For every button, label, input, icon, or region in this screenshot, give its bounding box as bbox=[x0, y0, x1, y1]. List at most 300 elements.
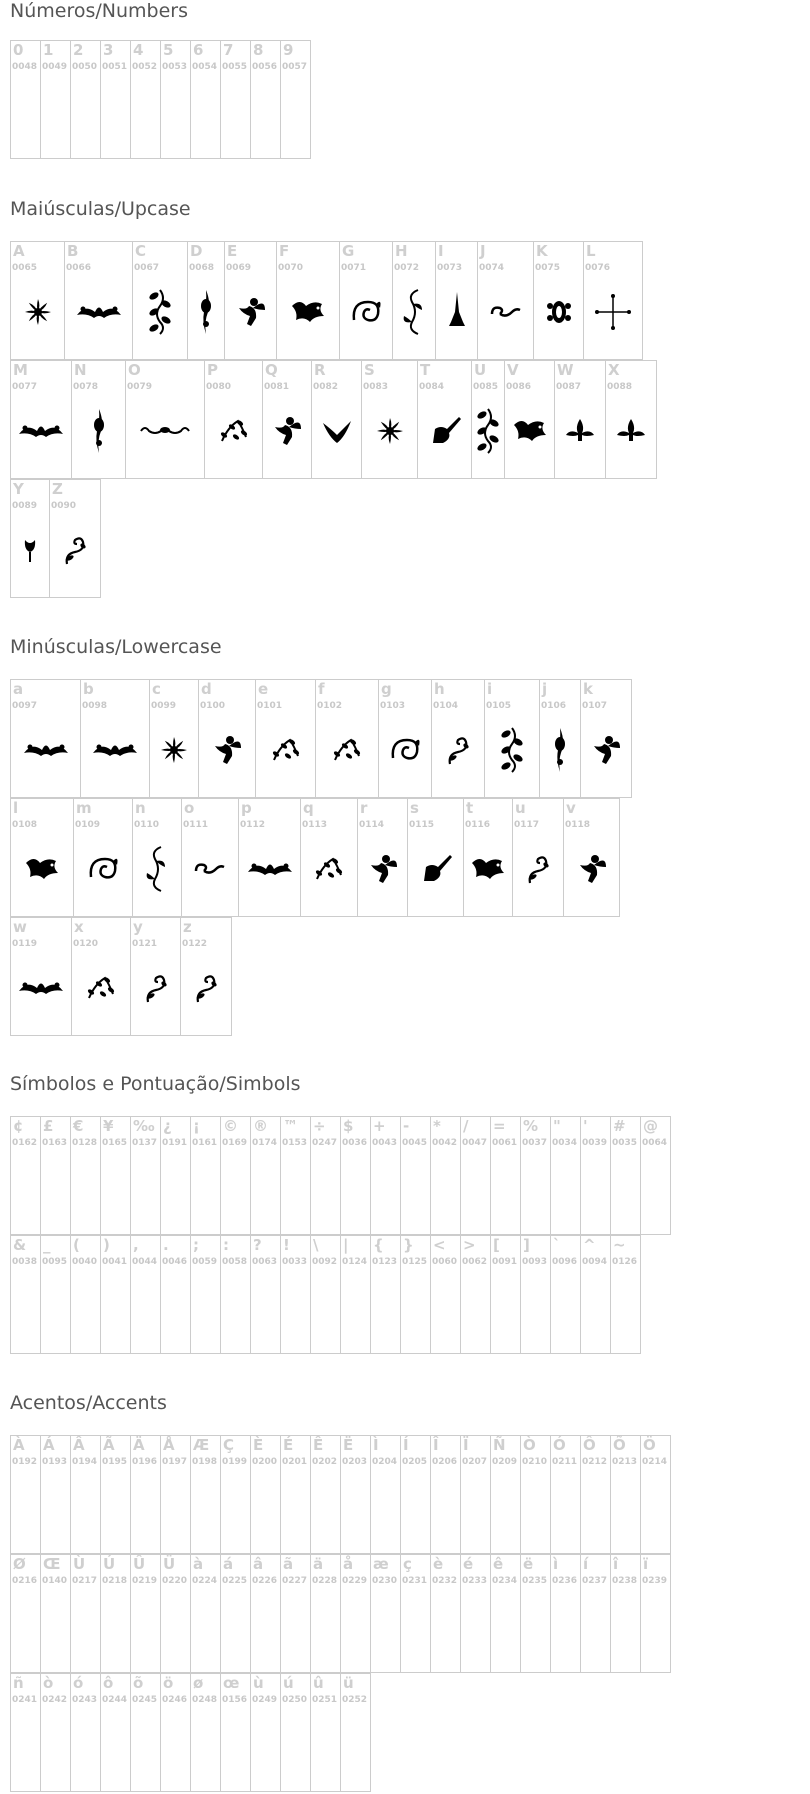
char-code: 0115 bbox=[409, 820, 435, 830]
char-row-lowercase-2 bbox=[10, 798, 620, 917]
char-label: 1 bbox=[43, 41, 54, 59]
char-cell bbox=[181, 918, 232, 1036]
char-code: 0116 bbox=[465, 820, 491, 830]
ornament-glyph-tall-vine bbox=[472, 408, 505, 454]
char-code: 0084 bbox=[419, 382, 445, 392]
char-code: 0047 bbox=[462, 1138, 488, 1148]
char-label: Â bbox=[73, 1436, 85, 1454]
char-label: @ bbox=[643, 1117, 658, 1135]
char-code: 0111 bbox=[183, 820, 209, 830]
char-cell bbox=[81, 680, 150, 798]
ornament-glyph-curl bbox=[55, 527, 95, 573]
char-cell bbox=[191, 1436, 221, 1554]
char-label: ù bbox=[253, 1674, 264, 1692]
char-code: 0244 bbox=[102, 1695, 128, 1705]
char-cell bbox=[401, 1117, 431, 1235]
char-cell bbox=[191, 41, 221, 159]
char-label: ú bbox=[283, 1674, 294, 1692]
char-cell bbox=[205, 361, 263, 479]
char-code: 0046 bbox=[162, 1257, 188, 1267]
char-cell bbox=[311, 1117, 341, 1235]
char-cell bbox=[393, 242, 436, 360]
char-label: ¡ bbox=[193, 1117, 200, 1135]
char-cell bbox=[221, 1555, 251, 1673]
char-code: 0162 bbox=[12, 1138, 38, 1148]
char-cell bbox=[431, 1436, 461, 1554]
char-label: Q bbox=[265, 361, 278, 379]
char-cell bbox=[641, 1117, 671, 1235]
char-code: 0048 bbox=[12, 62, 38, 72]
char-row-lowercase-3 bbox=[10, 917, 232, 1036]
char-cell bbox=[431, 1555, 461, 1673]
char-code: 0193 bbox=[42, 1457, 68, 1467]
char-cell bbox=[341, 1117, 371, 1235]
char-code: 0231 bbox=[402, 1576, 428, 1586]
char-code: 0064 bbox=[642, 1138, 668, 1148]
char-cell bbox=[564, 799, 620, 917]
char-cell bbox=[225, 242, 277, 360]
char-code: 0069 bbox=[226, 263, 252, 273]
char-code: 0228 bbox=[312, 1576, 338, 1586]
char-cell bbox=[362, 361, 418, 479]
section-title-symbols: Símbolos e Pontuação/Simbols bbox=[10, 1073, 301, 1095]
char-label: u bbox=[515, 799, 526, 817]
char-cell bbox=[379, 680, 432, 798]
ornament-glyph-spire bbox=[437, 289, 477, 335]
char-label: i bbox=[487, 680, 493, 698]
char-code: 0090 bbox=[51, 501, 77, 511]
char-cell bbox=[461, 1117, 491, 1235]
char-label: £ bbox=[43, 1117, 54, 1135]
char-label: A bbox=[13, 242, 25, 260]
ornament-glyph-cherub bbox=[572, 846, 612, 892]
char-cell bbox=[131, 1117, 161, 1235]
char-code: 0106 bbox=[541, 701, 567, 711]
char-code: 0230 bbox=[372, 1576, 398, 1586]
char-label: Æ bbox=[193, 1436, 210, 1454]
char-label: œ bbox=[223, 1674, 240, 1692]
char-label: [ bbox=[493, 1236, 500, 1254]
char-code: 0091 bbox=[492, 1257, 518, 1267]
char-code: 0201 bbox=[282, 1457, 308, 1467]
ornament-glyph-curl bbox=[136, 965, 176, 1011]
char-row-accents-3 bbox=[10, 1673, 371, 1792]
char-label: w bbox=[13, 918, 27, 936]
char-label: T bbox=[420, 361, 431, 379]
char-code: 0161 bbox=[192, 1138, 218, 1148]
char-label: € bbox=[73, 1117, 84, 1135]
char-cell bbox=[461, 1436, 491, 1554]
char-cell bbox=[251, 1674, 281, 1792]
ornament-glyph-cherub bbox=[586, 727, 626, 773]
char-label: ! bbox=[283, 1236, 290, 1254]
char-label: M bbox=[13, 361, 28, 379]
char-cell bbox=[491, 1436, 521, 1554]
char-code: 0103 bbox=[380, 701, 406, 711]
char-cell bbox=[251, 41, 281, 159]
char-code: 0062 bbox=[462, 1257, 488, 1267]
char-code: 0066 bbox=[66, 263, 92, 273]
char-cell bbox=[551, 1117, 581, 1235]
char-code: 0174 bbox=[252, 1138, 278, 1148]
ornament-glyph-fleur bbox=[560, 408, 600, 454]
char-row-upcase-1 bbox=[10, 241, 643, 360]
char-code: 0239 bbox=[642, 1576, 668, 1586]
char-label: v bbox=[566, 799, 576, 817]
char-cell bbox=[431, 1236, 461, 1354]
char-label: © bbox=[223, 1117, 238, 1135]
char-cell bbox=[611, 1436, 641, 1554]
char-label: q bbox=[303, 799, 314, 817]
char-code: 0049 bbox=[42, 62, 68, 72]
char-code: 0057 bbox=[282, 62, 308, 72]
char-label: \ bbox=[313, 1236, 319, 1254]
char-label: ø bbox=[193, 1674, 204, 1692]
char-label: ‰ bbox=[133, 1117, 155, 1135]
char-label: ï bbox=[643, 1555, 649, 1573]
ornament-glyph-tulip bbox=[11, 527, 50, 573]
char-code: 0211 bbox=[552, 1457, 578, 1467]
char-label: D bbox=[190, 242, 203, 260]
char-label: Ø bbox=[13, 1555, 26, 1573]
char-label: ¥ bbox=[103, 1117, 114, 1135]
char-label: Œ bbox=[43, 1555, 61, 1573]
char-cell bbox=[11, 41, 41, 159]
ornament-glyph-tall-thin bbox=[540, 727, 580, 773]
char-code: 0055 bbox=[222, 62, 248, 72]
char-code: 0235 bbox=[522, 1576, 548, 1586]
char-cell bbox=[311, 1436, 341, 1554]
char-code: 0075 bbox=[535, 263, 561, 273]
section-title-numbers: Números/Numbers bbox=[10, 0, 188, 22]
char-code: 0082 bbox=[313, 382, 339, 392]
char-label: Ë bbox=[343, 1436, 354, 1454]
char-label: ÷ bbox=[313, 1117, 326, 1135]
char-code: 0247 bbox=[312, 1138, 338, 1148]
char-code: 0076 bbox=[585, 263, 611, 273]
char-code: 0109 bbox=[75, 820, 101, 830]
char-cell bbox=[221, 41, 251, 159]
char-code: 0128 bbox=[72, 1138, 98, 1148]
char-cell bbox=[341, 1674, 371, 1792]
char-label: f bbox=[318, 680, 325, 698]
char-cell bbox=[521, 1236, 551, 1354]
char-cell bbox=[263, 361, 312, 479]
char-cell bbox=[101, 1674, 131, 1792]
char-code: 0065 bbox=[12, 263, 38, 273]
char-code: 0104 bbox=[433, 701, 459, 711]
char-code: 0088 bbox=[607, 382, 633, 392]
char-label: ê bbox=[493, 1555, 504, 1573]
char-code: 0073 bbox=[437, 263, 463, 273]
char-code: 0119 bbox=[12, 939, 38, 949]
char-cell bbox=[371, 1117, 401, 1235]
char-cell bbox=[11, 680, 81, 798]
char-code: 0198 bbox=[192, 1457, 218, 1467]
char-label: ? bbox=[253, 1236, 262, 1254]
char-code: 0196 bbox=[132, 1457, 158, 1467]
char-code: 0212 bbox=[582, 1457, 608, 1467]
ornament-glyph-dragon bbox=[468, 846, 508, 892]
ornament-glyph-tall-curl bbox=[394, 289, 434, 335]
char-label: _ bbox=[43, 1236, 51, 1254]
char-code: 0248 bbox=[192, 1695, 218, 1705]
char-cell bbox=[251, 1555, 281, 1673]
char-label: Ê bbox=[313, 1436, 324, 1454]
char-label: Ä bbox=[133, 1436, 145, 1454]
char-cell bbox=[513, 799, 564, 917]
char-cell bbox=[131, 1674, 161, 1792]
char-label: Ü bbox=[163, 1555, 176, 1573]
char-cell bbox=[281, 1236, 311, 1354]
ornament-glyph-medallion bbox=[539, 289, 579, 335]
char-code: 0033 bbox=[282, 1257, 308, 1267]
char-label: É bbox=[283, 1436, 294, 1454]
char-label: ü bbox=[343, 1674, 354, 1692]
char-cell bbox=[358, 799, 408, 917]
char-code: 0241 bbox=[12, 1695, 38, 1705]
char-code: 0098 bbox=[82, 701, 108, 711]
char-cell bbox=[611, 1236, 641, 1354]
char-code: 0169 bbox=[222, 1138, 248, 1148]
ornament-glyph-floral bbox=[266, 727, 306, 773]
char-label: Ú bbox=[103, 1555, 116, 1573]
char-cell bbox=[461, 1555, 491, 1673]
char-code: 0035 bbox=[612, 1138, 638, 1148]
char-cell bbox=[584, 242, 643, 360]
ornament-glyph-spiral bbox=[346, 289, 386, 335]
char-cell bbox=[311, 1674, 341, 1792]
char-cell bbox=[281, 41, 311, 159]
char-label: < bbox=[433, 1236, 446, 1254]
char-cell bbox=[133, 799, 182, 917]
char-label: g bbox=[381, 680, 392, 698]
char-cell bbox=[485, 680, 540, 798]
ornament-glyph-cherub bbox=[231, 289, 271, 335]
char-label: * bbox=[433, 1117, 441, 1135]
char-cell bbox=[491, 1117, 521, 1235]
char-row-lowercase-1 bbox=[10, 679, 632, 798]
char-code: 0204 bbox=[372, 1457, 398, 1467]
char-label: 7 bbox=[223, 41, 234, 59]
char-label: ì bbox=[553, 1555, 559, 1573]
char-code: 0191 bbox=[162, 1138, 188, 1148]
char-code: 0202 bbox=[312, 1457, 338, 1467]
char-code: 0213 bbox=[612, 1457, 638, 1467]
char-label: Á bbox=[43, 1436, 55, 1454]
char-cell bbox=[491, 1236, 521, 1354]
char-cell bbox=[311, 1236, 341, 1354]
char-cell bbox=[464, 799, 513, 917]
char-cell bbox=[521, 1117, 551, 1235]
char-label: Ò bbox=[523, 1436, 536, 1454]
ornament-glyph-wide-ornament bbox=[21, 408, 61, 454]
char-cell bbox=[461, 1236, 491, 1354]
ornament-glyph-spiral bbox=[83, 846, 123, 892]
char-label: è bbox=[433, 1555, 444, 1573]
ornament-glyph-floral bbox=[309, 846, 349, 892]
char-cell bbox=[505, 361, 555, 479]
char-cell bbox=[199, 680, 256, 798]
char-code: 0034 bbox=[552, 1138, 578, 1148]
char-label: î bbox=[613, 1555, 619, 1573]
char-cell bbox=[182, 799, 239, 917]
char-cell bbox=[161, 1117, 191, 1235]
char-cell bbox=[11, 1436, 41, 1554]
char-label: > bbox=[463, 1236, 476, 1254]
char-label: ô bbox=[103, 1674, 114, 1692]
char-label: ® bbox=[253, 1117, 268, 1135]
char-code: 0251 bbox=[312, 1695, 338, 1705]
char-code: 0070 bbox=[278, 263, 304, 273]
char-code: 0218 bbox=[102, 1576, 128, 1586]
char-cell bbox=[551, 1236, 581, 1354]
char-cell bbox=[131, 1436, 161, 1554]
char-label: 3 bbox=[103, 41, 114, 59]
char-cell bbox=[540, 680, 581, 798]
ornament-glyph-wide-ornament bbox=[250, 846, 290, 892]
char-cell bbox=[161, 1555, 191, 1673]
char-label: V bbox=[507, 361, 519, 379]
char-cell bbox=[41, 1436, 71, 1554]
char-label: ) bbox=[103, 1236, 110, 1254]
char-label: S bbox=[364, 361, 375, 379]
char-code: 0053 bbox=[162, 62, 188, 72]
ornament-glyph-swash bbox=[486, 289, 526, 335]
char-label: K bbox=[536, 242, 548, 260]
char-code: 0037 bbox=[522, 1138, 548, 1148]
char-code: 0220 bbox=[162, 1576, 188, 1586]
char-code: 0246 bbox=[162, 1695, 188, 1705]
char-cell bbox=[581, 1436, 611, 1554]
char-code: 0107 bbox=[582, 701, 608, 711]
char-label: , bbox=[133, 1236, 139, 1254]
char-code: 0040 bbox=[72, 1257, 98, 1267]
char-code: 0114 bbox=[359, 820, 385, 830]
char-code: 0054 bbox=[192, 62, 218, 72]
ornament-glyph-wide-ornament bbox=[21, 965, 61, 1011]
ornament-glyph-bird bbox=[317, 408, 357, 454]
char-label: æ bbox=[373, 1555, 389, 1573]
char-code: 0245 bbox=[132, 1695, 158, 1705]
char-cell bbox=[101, 1555, 131, 1673]
char-code: 0243 bbox=[72, 1695, 98, 1705]
char-code: 0093 bbox=[522, 1257, 548, 1267]
ornament-glyph-cherub bbox=[363, 846, 403, 892]
char-label: o bbox=[184, 799, 195, 817]
char-code: 0205 bbox=[402, 1457, 428, 1467]
char-cell bbox=[436, 242, 478, 360]
char-label: ; bbox=[193, 1236, 199, 1254]
char-label: . bbox=[163, 1236, 169, 1254]
ornament-glyph-trumpet bbox=[425, 408, 465, 454]
char-cell bbox=[11, 918, 72, 1036]
char-code: 0237 bbox=[582, 1576, 608, 1586]
char-label: I bbox=[438, 242, 444, 260]
char-cell bbox=[101, 1117, 131, 1235]
char-cell bbox=[251, 1436, 281, 1554]
section-title-lowercase: Minúsculas/Lowercase bbox=[10, 636, 222, 658]
char-label: Õ bbox=[613, 1436, 626, 1454]
char-code: 0216 bbox=[12, 1576, 38, 1586]
char-code: 0096 bbox=[552, 1257, 578, 1267]
char-code: 0122 bbox=[182, 939, 208, 949]
char-label: J bbox=[480, 242, 486, 260]
ornament-glyph-floral bbox=[81, 965, 121, 1011]
char-label: ( bbox=[73, 1236, 80, 1254]
char-label: Ç bbox=[223, 1436, 235, 1454]
char-code: 0094 bbox=[582, 1257, 608, 1267]
char-cell bbox=[281, 1117, 311, 1235]
char-cell bbox=[71, 1117, 101, 1235]
char-label: | bbox=[343, 1236, 349, 1254]
char-code: 0052 bbox=[132, 62, 158, 72]
char-code: 0068 bbox=[189, 263, 215, 273]
char-cell bbox=[11, 1674, 41, 1792]
char-label: õ bbox=[133, 1674, 144, 1692]
ornament-glyph-dragon bbox=[288, 289, 328, 335]
char-cell bbox=[521, 1436, 551, 1554]
char-cell bbox=[581, 1555, 611, 1673]
char-cell bbox=[611, 1117, 641, 1235]
char-label: ` bbox=[553, 1236, 561, 1254]
char-label: È bbox=[253, 1436, 264, 1454]
char-cell bbox=[401, 1555, 431, 1673]
char-label: L bbox=[586, 242, 596, 260]
char-code: 0126 bbox=[612, 1257, 638, 1267]
char-label: Z bbox=[52, 480, 63, 498]
char-code: 0156 bbox=[222, 1695, 248, 1705]
ornament-glyph-long-swash bbox=[145, 408, 185, 454]
char-code: 0063 bbox=[252, 1257, 278, 1267]
char-code: 0102 bbox=[317, 701, 343, 711]
char-label: ¿ bbox=[163, 1117, 172, 1135]
ornament-glyph-spiral bbox=[385, 727, 425, 773]
char-cell bbox=[401, 1436, 431, 1554]
char-code: 0079 bbox=[127, 382, 153, 392]
char-label: À bbox=[13, 1436, 25, 1454]
ornament-glyph-burst bbox=[18, 289, 58, 335]
char-label: û bbox=[313, 1674, 324, 1692]
char-code: 0085 bbox=[473, 382, 499, 392]
char-cell bbox=[555, 361, 606, 479]
char-row-accents-1 bbox=[10, 1435, 671, 1554]
char-cell bbox=[551, 1555, 581, 1673]
ornament-glyph-cross bbox=[593, 289, 633, 335]
ornament-glyph-burst bbox=[154, 727, 194, 773]
ornament-glyph-cherub bbox=[207, 727, 247, 773]
char-cell bbox=[71, 41, 101, 159]
char-label: ä bbox=[313, 1555, 324, 1573]
char-label: Ì bbox=[373, 1436, 379, 1454]
char-code: 0072 bbox=[394, 263, 420, 273]
char-label: ™ bbox=[283, 1117, 298, 1135]
char-code: 0214 bbox=[642, 1457, 668, 1467]
char-cell bbox=[478, 242, 534, 360]
char-cell bbox=[281, 1555, 311, 1673]
ornament-glyph-cherub bbox=[267, 408, 307, 454]
char-label: í bbox=[583, 1555, 589, 1573]
char-label: Û bbox=[133, 1555, 146, 1573]
char-cell bbox=[341, 1236, 371, 1354]
char-label: ] bbox=[523, 1236, 530, 1254]
char-code: 0060 bbox=[432, 1257, 458, 1267]
char-code: 0038 bbox=[12, 1257, 38, 1267]
char-cell bbox=[161, 41, 191, 159]
char-cell bbox=[301, 799, 358, 917]
ornament-glyph-tall-vine bbox=[492, 727, 532, 773]
char-code: 0100 bbox=[200, 701, 226, 711]
